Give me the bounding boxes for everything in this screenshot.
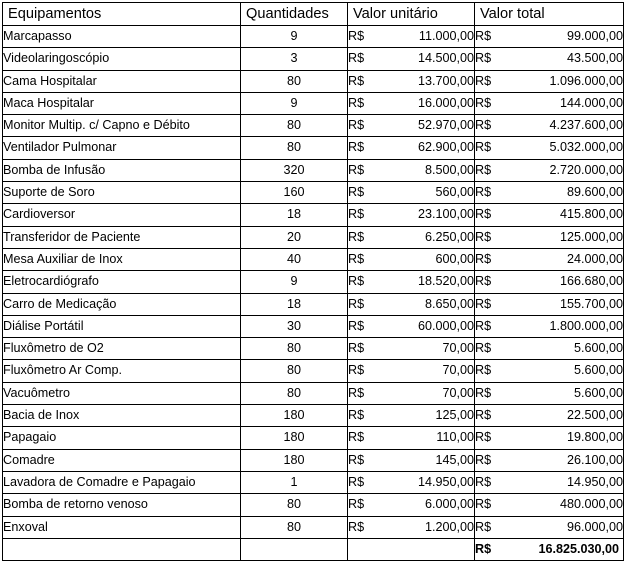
cell-quantity: 80	[241, 382, 348, 404]
cell-quantity: 160	[241, 182, 348, 204]
table-row	[3, 315, 624, 337]
cell-total-price-amount: 144.000,00	[559, 95, 623, 110]
cell-total-price-amount: 99.000,00	[566, 29, 623, 43]
cell-unit-price	[348, 516, 475, 538]
cell-total-price-currency: R$	[475, 140, 492, 155]
cell-total-price-currency: R$	[475, 474, 492, 489]
cell-total-price-amount: 1.096.000,00	[549, 73, 623, 88]
cell-total-price-amount: 415.800,00	[559, 207, 623, 222]
cell-total-price-currency: R$	[475, 95, 492, 110]
cell-unit-price	[348, 315, 475, 337]
cell-equipment-name: Papagaio	[3, 427, 241, 449]
cell-total-price	[475, 494, 624, 516]
cell-unit-price-currency: R$	[348, 341, 365, 356]
cell-unit-price-currency: R$	[348, 385, 365, 400]
cell-total-price	[475, 248, 624, 270]
cell-total-price-currency: R$	[475, 251, 492, 266]
cell-total-price-amount: 19.800,00	[566, 430, 623, 445]
cell-total-price-currency: R$	[475, 385, 492, 400]
cell-unit-price	[348, 26, 475, 48]
cell-quantity: 9	[241, 26, 348, 48]
table-row	[3, 137, 624, 159]
cell-quantity: 40	[241, 248, 348, 270]
cell-total-price	[475, 159, 624, 181]
cell-unit-price-amount: 11.000,00	[418, 29, 474, 43]
cell-unit-price	[348, 226, 475, 248]
cell-total-price	[475, 92, 624, 114]
cell-equipment-name: Bomba de retorno venoso	[3, 494, 241, 516]
table-row	[3, 226, 624, 248]
cell-unit-price-amount: 560,00	[435, 185, 474, 200]
cell-unit-price-amount: 125,00	[435, 408, 474, 423]
table-row	[3, 360, 624, 382]
cell-quantity: 80	[241, 70, 348, 92]
cell-total-price-amount: 1.800.000,00	[549, 318, 623, 333]
cell-total-price-currency: R$	[475, 51, 492, 66]
cell-equipment-name: Suporte de Soro	[3, 182, 241, 204]
cell-total-price	[475, 182, 624, 204]
cell-total-price-amount: 43.500,00	[566, 51, 623, 66]
cell-total-price-currency: R$	[475, 363, 492, 378]
cell-quantity: 9	[241, 271, 348, 293]
cell-unit-price-currency: R$	[348, 229, 365, 244]
cell-unit-price-currency: R$	[348, 408, 365, 423]
table-row	[3, 449, 624, 471]
cell-total-price	[475, 315, 624, 337]
cell-equipment-name: Eletrocardiógrafo	[3, 271, 241, 293]
cell-equipment-name: Mesa Auxiliar de Inox	[3, 248, 241, 270]
cell-total-price	[475, 427, 624, 449]
cell-unit-price-amount: 14.950,00	[417, 474, 474, 489]
cell-unit-price	[348, 137, 475, 159]
cell-equipment-name: Fluxômetro de O2	[3, 338, 241, 360]
cell-total-price-currency: R$	[475, 452, 492, 467]
cell-unit-price-amount: 6.000,00	[424, 497, 474, 512]
cell-total-price-currency: R$	[475, 274, 492, 289]
grand-total-amount: 16.825.030,00	[538, 541, 619, 556]
cell-total-price-currency: R$	[475, 118, 492, 133]
cell-unit-price-amount: 60.000,00	[417, 318, 474, 333]
table-row	[3, 338, 624, 360]
cell-equipment-name: Comadre	[3, 449, 241, 471]
table-row	[3, 427, 624, 449]
cell-quantity: 180	[241, 449, 348, 471]
cell-total-price	[475, 449, 624, 471]
cell-total-price	[475, 271, 624, 293]
cell-unit-price-currency: R$	[348, 95, 365, 110]
cell-equipment-name: Cardioversor	[3, 204, 241, 226]
cell-unit-price-amount: 23.100,00	[417, 207, 474, 222]
table-row	[3, 405, 624, 427]
cell-total-price	[475, 338, 624, 360]
cell-unit-price-amount: 145,00	[435, 452, 474, 467]
cell-total-price-amount: 125.000,00	[559, 229, 623, 244]
cell-unit-price-currency: R$	[348, 118, 365, 133]
cell-equipment-name: Vacuômetro	[3, 382, 241, 404]
cell-quantity: 9	[241, 92, 348, 114]
cell-unit-price-currency: R$	[348, 140, 365, 155]
cell-total-price-currency: R$	[475, 430, 492, 445]
cell-quantity: 18	[241, 204, 348, 226]
cell-total-price-amount: 4.237.600,00	[549, 118, 623, 133]
cell-equipment-name: Enxoval	[3, 516, 241, 538]
cell-total-price-amount: 2.720.000,00	[549, 162, 623, 177]
cell-unit-price-currency: R$	[348, 363, 365, 378]
table-header	[3, 3, 624, 26]
table-row	[3, 26, 624, 48]
cell-quantity: 20	[241, 226, 348, 248]
cell-equipment-name: Bomba de Infusão	[3, 159, 241, 181]
cell-quantity: 80	[241, 360, 348, 382]
cell-equipment-name: Lavadora de Comadre e Papagaio	[3, 471, 241, 493]
cell-total-price-currency: R$	[475, 185, 492, 200]
cell-total-price	[475, 137, 624, 159]
cell-equipment-name: Transferidor de Paciente	[3, 226, 241, 248]
grand-total-value-cell	[475, 538, 624, 560]
table-row	[3, 115, 624, 137]
grand-total-name-cell	[3, 538, 241, 560]
table-row	[3, 159, 624, 181]
cell-unit-price	[348, 471, 475, 493]
cell-equipment-name: Diálise Portátil	[3, 315, 241, 337]
cell-equipment-name: Ventilador Pulmonar	[3, 137, 241, 159]
cell-total-price-currency: R$	[475, 207, 492, 222]
cell-unit-price-amount: 70,00	[442, 341, 474, 356]
cell-unit-price	[348, 405, 475, 427]
cell-total-price-currency: R$	[475, 408, 492, 423]
cell-unit-price	[348, 204, 475, 226]
cell-total-price	[475, 226, 624, 248]
cell-unit-price-amount: 110,00	[436, 430, 474, 445]
cell-unit-price-currency: R$	[348, 162, 365, 177]
cell-unit-price-currency: R$	[348, 519, 365, 534]
cell-unit-price-currency: R$	[348, 185, 365, 200]
cell-total-price-currency: R$	[475, 318, 492, 333]
cell-unit-price-amount: 6.250,00	[424, 229, 474, 244]
cell-quantity: 80	[241, 115, 348, 137]
cell-unit-price-amount: 8.650,00	[424, 296, 474, 311]
cell-total-price-currency: R$	[475, 162, 492, 177]
cell-total-price-amount: 480.000,00	[559, 497, 623, 512]
cell-unit-price	[348, 449, 475, 471]
cell-quantity: 3	[241, 48, 348, 70]
cell-total-price-currency: R$	[475, 296, 492, 311]
cell-total-price-amount: 96.000,00	[566, 519, 623, 534]
cell-unit-price-currency: R$	[348, 497, 365, 512]
cell-equipment-name: Fluxômetro Ar Comp.	[3, 360, 241, 382]
cell-equipment-name: Bacia de Inox	[3, 405, 241, 427]
cell-equipment-name: Marcapasso	[3, 26, 241, 48]
table-row	[3, 382, 624, 404]
column-header-valor-unitario: Valor unitário	[348, 3, 475, 26]
cell-unit-price-currency: R$	[348, 452, 365, 467]
cell-total-price-amount: 24.000,00	[566, 251, 623, 266]
cell-equipment-name: Monitor Multip. c/ Capno e Débito	[3, 115, 241, 137]
cell-equipment-name: Maca Hospitalar	[3, 92, 241, 114]
cell-total-price-currency: R$	[475, 519, 492, 534]
cell-unit-price-currency: R$	[348, 251, 365, 266]
table-row	[3, 494, 624, 516]
cell-total-price	[475, 405, 624, 427]
cell-total-price-currency: R$	[475, 341, 492, 356]
cell-unit-price-currency: R$	[348, 430, 365, 445]
cell-unit-price	[348, 494, 475, 516]
cell-total-price	[475, 382, 624, 404]
table-body	[3, 26, 624, 539]
cell-unit-price-currency: R$	[348, 318, 365, 333]
cell-unit-price-amount: 52.970,00	[417, 118, 474, 133]
cell-total-price	[475, 115, 624, 137]
cell-quantity: 180	[241, 427, 348, 449]
cell-unit-price-currency: R$	[348, 73, 365, 88]
cell-total-price-amount: 5.032.000,00	[549, 140, 623, 155]
cell-unit-price-amount: 70,00	[442, 385, 474, 400]
cell-unit-price	[348, 360, 475, 382]
cell-unit-price-currency: R$	[348, 207, 365, 222]
cell-unit-price-currency: R$	[348, 296, 365, 311]
cell-total-price	[475, 48, 624, 70]
cell-unit-price	[348, 382, 475, 404]
cell-total-price	[475, 516, 624, 538]
table-row	[3, 248, 624, 270]
cell-quantity: 1	[241, 471, 348, 493]
column-header-quantidades: Quantidades	[241, 3, 348, 26]
equipment-cost-table	[2, 2, 624, 561]
table-row	[3, 516, 624, 538]
cell-quantity: 80	[241, 516, 348, 538]
cell-unit-price	[348, 159, 475, 181]
cell-equipment-name: Carro de Medicação	[3, 293, 241, 315]
cell-unit-price	[348, 70, 475, 92]
cell-total-price-currency: R$	[475, 29, 492, 43]
grand-total-qty-cell	[241, 538, 348, 560]
table-row	[3, 70, 624, 92]
cell-quantity: 80	[241, 137, 348, 159]
cell-total-price-amount: 14.950,00	[566, 474, 623, 489]
cell-quantity: 180	[241, 405, 348, 427]
cell-unit-price-currency: R$	[348, 51, 365, 66]
cell-total-price-amount: 26.100,00	[566, 452, 623, 467]
cell-unit-price-amount: 1.200,00	[424, 519, 474, 534]
column-header-valor-total: Valor total	[475, 3, 624, 26]
cell-quantity: 18	[241, 293, 348, 315]
cell-unit-price	[348, 115, 475, 137]
cell-unit-price-amount: 600,00	[435, 251, 474, 266]
cell-total-price-amount: 5.600,00	[573, 341, 623, 356]
table-row	[3, 271, 624, 293]
cell-total-price-amount: 22.500,00	[566, 408, 623, 423]
cell-equipment-name: Cama Hospitalar	[3, 70, 241, 92]
cell-total-price-currency: R$	[475, 497, 492, 512]
grand-total-row	[3, 538, 624, 560]
cell-unit-price-currency: R$	[348, 274, 365, 289]
cell-total-price	[475, 471, 624, 493]
header-row	[3, 3, 624, 26]
cell-total-price-amount: 5.600,00	[573, 363, 623, 378]
cell-total-price	[475, 360, 624, 382]
cell-unit-price	[348, 92, 475, 114]
cell-unit-price	[348, 293, 475, 315]
cell-unit-price	[348, 271, 475, 293]
cell-unit-price-amount: 18.520,00	[417, 274, 474, 289]
cell-unit-price-amount: 70,00	[442, 363, 474, 378]
cell-equipment-name: Videolaringoscópio	[3, 48, 241, 70]
cell-total-price-amount: 166.680,00	[559, 274, 623, 289]
cell-quantity: 80	[241, 338, 348, 360]
cell-unit-price	[348, 182, 475, 204]
table-row	[3, 471, 624, 493]
cell-unit-price-amount: 13.700,00	[417, 73, 474, 88]
cell-total-price-currency: R$	[475, 73, 492, 88]
grand-total-currency: R$	[475, 541, 492, 556]
cell-unit-price	[348, 338, 475, 360]
cell-unit-price-amount: 16.000,00	[417, 95, 474, 110]
column-header-equipamentos: Equipamentos	[3, 3, 241, 26]
cell-total-price	[475, 70, 624, 92]
table-row	[3, 204, 624, 226]
cell-unit-price	[348, 427, 475, 449]
cell-unit-price-amount: 14.500,00	[417, 51, 474, 66]
cell-total-price	[475, 26, 624, 48]
cell-quantity: 80	[241, 494, 348, 516]
cell-total-price-amount: 89.600,00	[566, 185, 623, 200]
cell-total-price	[475, 204, 624, 226]
cell-unit-price-amount: 8.500,00	[424, 162, 474, 177]
grand-total-unit-cell	[348, 538, 475, 560]
table-footer	[3, 538, 624, 560]
cell-unit-price	[348, 48, 475, 70]
cell-quantity: 30	[241, 315, 348, 337]
cell-unit-price-amount: 62.900,00	[417, 140, 474, 155]
table-row	[3, 92, 624, 114]
table-row	[3, 293, 624, 315]
table-row	[3, 182, 624, 204]
cell-unit-price-currency: R$	[348, 29, 365, 43]
cell-total-price-amount: 5.600,00	[573, 385, 623, 400]
cell-total-price-amount: 155.700,00	[559, 296, 623, 311]
cell-quantity: 320	[241, 159, 348, 181]
table-row	[3, 48, 624, 70]
cell-total-price	[475, 293, 624, 315]
cell-unit-price-currency: R$	[348, 474, 365, 489]
cell-unit-price	[348, 248, 475, 270]
cell-total-price-currency: R$	[475, 229, 492, 244]
